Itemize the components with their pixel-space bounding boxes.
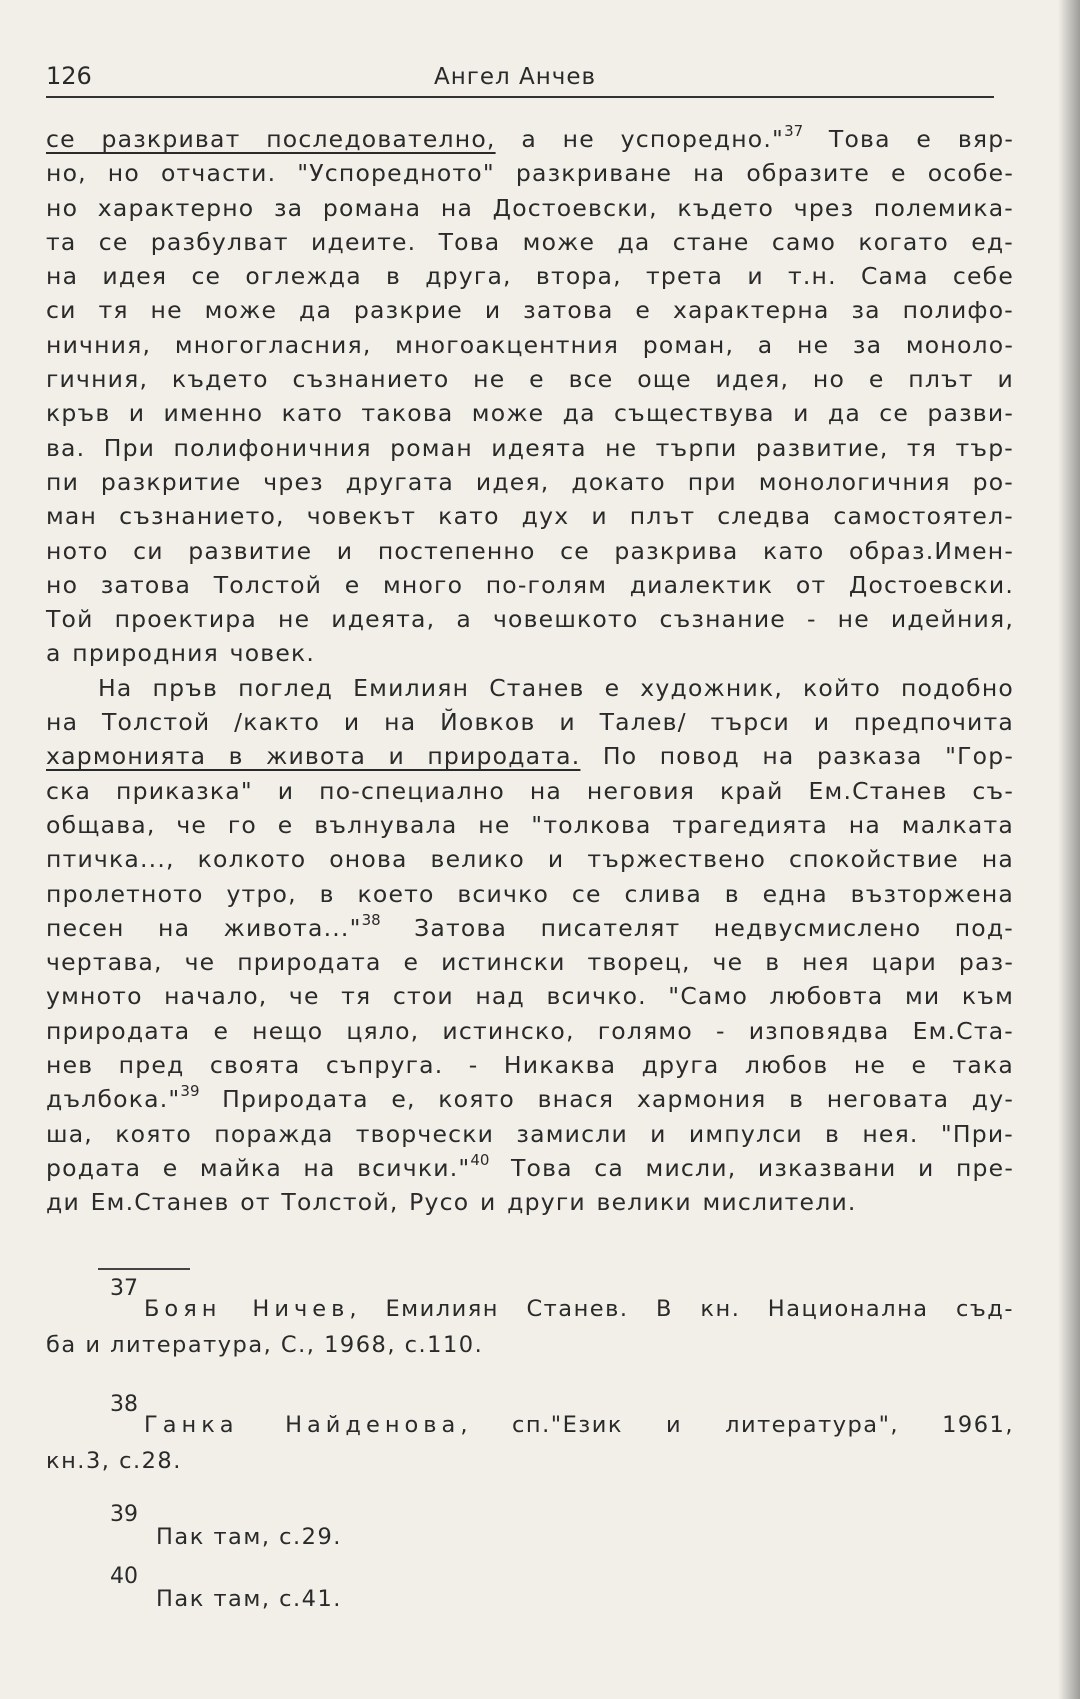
text-line: родата е майка на всички."$^{40}$ Това са мисли, изказвани и пре- [46, 1150, 1014, 1182]
paragraph-start-line: На пръв поглед Емилиян Станев е художник, който подобно [98, 673, 1014, 702]
text-line: ман съзнанието, човекът като дух и плът следва самостоятел- [46, 502, 1014, 531]
page-number: 126 [46, 62, 92, 90]
text-line: ска приказка" и по-специално на неговия край Ем.Станев съ- [46, 776, 1014, 805]
text-line: ва. При полифоничния роман идеята не търпи развитие, тя тър- [46, 433, 1014, 462]
text-line: та се разбулват идеите. Това може да стане само когато ед- [46, 227, 1014, 256]
page-header [46, 62, 994, 98]
footnote-number: 37 [110, 1276, 138, 1301]
main-text [46, 122, 1014, 1220]
text-line: си тя не може да разкрие и затова е характерна за полифо- [46, 296, 1014, 325]
text-line: Той проектира не идеята, а човешкото съзнание - не идейния, [46, 605, 1014, 634]
footnote-separator [98, 1268, 190, 1270]
footnote-ref-37: 37 [784, 122, 804, 140]
text-line: хармонията в живота и природата. По повод на разказа "Гор- [46, 742, 1014, 771]
footnote-number: 40 [110, 1564, 138, 1589]
footnote-author: Ганка Найденова [144, 1412, 461, 1438]
footnote-ref-38: 38 [361, 910, 381, 929]
text-line: кръв и именно като такова може да съществува и да се разви- [46, 399, 1014, 428]
book-page: 126 Ангел Анчев се разкриват последователно, а не успоредно."$^{37}$ Това е вяр- но, но отчасти. "Успоредното" разкриване на образите е особе- но характерно за романа на Достоевски, където чрез полемика- та се разбулват идеите. Това може да стане само когато ед- на идея се оглежда в друга, втора, трета и т.н. Сама себе си тя не може да разкрие и затова е характерна за полифо- ничния, многогласния, многоакцентния роман, а не за моноло- гичния, където съзнанието не е все още идея, но е плът и кръв и именно като такова може да съществува и да се разви- ва. При полифоничния роман идеята не търпи развитие, тя тър- пи разкритие чрез другата идея, докато при монологичния ро- ман съзнанието, човекът като дух и плът следва самостоятел- ното си развитие и постепенно се разкрива като образ.Имен- но затова Толстой е много по-голям диалектик от Достоевски. Той проектира не идеята, а човешкото съзнание - не идейния, а природния човек. На пръв поглед Емилиян Станев е художник, който подобно на Толстой /както и на Йовков и Талев/ търси и предпочита хармонията в живота и природата. По повод на разказа "Гор- ска приказка" и по-специално на неговия край Ем.Станев съ- общава, че го е вълнувала не "толкова трагедията на малката птичка..., колкото онова велико и тържествено спокойствие на пролетното утро, в което всичко се слива в една възторжена песен на живота..."$^{38}$ Затова писателят недвусмислено под- чертава, че природата е истински творец, че в нея цари раз- умното начало, че тя стои над всичко. "Само любовта ми към природата е нещо цяло, истинско, голямо - изповядва Ем.Ста- нев пред своята съпруга. - Никаква друга любов не е така дълбока."$^{39}$ Природата е, която внася хармония в неговата ду- ша, която поражда творчески замисли и импулси в нея. "При- родата е майка на всички."$^{40}$ Това са мисли, изказвани и пре- ди Ем.Станев от Толстой, Русо и други велики мислители. 37 Боян Ничев, Емилиян Станев. В кн. Национална съд- ба и литература, С., 1968, с.110. 38 Ганка Найденова, сп."Език и литература", 1961, кн.3, с.28. 39 Пак там, с.29. 40 Пак там, с.41. [0, 0, 1080, 1699]
text-line: умното начало, че тя стои над всичко. "Само любовта ми към [46, 982, 1014, 1011]
text-line: ничния, многогласния, многоакцентния роман, а не за моноло- [46, 330, 1014, 359]
page-edge-shadow [1058, 0, 1080, 1699]
text-line: пи разкритие чрез другата идея, докато при монологичния ро- [46, 467, 1014, 496]
text-line: природата е нещо цяло, истинско, голямо - изповядва Ем.Ста- [46, 1016, 1014, 1045]
text-line: ното си развитие и постепенно се разкрива като образ.Имен- [46, 536, 1014, 565]
text-line: общава, че го е вълнувала не "толкова трагедията на малката [46, 810, 1014, 839]
text-line: ди Ем.Станев от Толстой, Русо и други велики мислители. [46, 1188, 857, 1217]
footnote-number: 38 [110, 1392, 138, 1417]
text-line: на Толстой /както и на Йовков и Талев/ търси и предпочита [46, 708, 1014, 737]
text-line: чертава, че природата е истински творец, че в нея цари раз- [46, 948, 1014, 977]
text-line: ша, която поражда творчески замисли и импулси в нея. "При- [46, 1119, 1014, 1148]
text-line: птичка..., колкото онова велико и тържествено спокойствие на [46, 845, 1014, 874]
footnote-ref-40: 40 [470, 1150, 490, 1169]
footnote-author: Боян Ничев [144, 1296, 350, 1322]
text-line: гичния, където съзнанието не е все още идея, но е плът и [46, 365, 1014, 394]
text-line: песен на живота..."$^{38}$ Затова писателят недвусмислено под- [46, 910, 1014, 942]
running-title: Ангел Анчев [434, 64, 597, 90]
text-line: дълбока."$^{39}$ Природата е, която внася хармония в неговата ду- [46, 1082, 1014, 1114]
footnote-ref-39: 39 [180, 1082, 200, 1101]
footnote-number: 39 [110, 1502, 138, 1527]
text-line: на идея се оглежда в друга, втора, трета и т.н. Сама себе [46, 262, 1014, 291]
text-line: но характерно за романа на Достоевски, където чрез полемика- [46, 193, 1014, 222]
underlined-phrase: се разкриват последователно, [46, 125, 496, 153]
text-line: но затова Толстой е много по-голям диалектик от Достоевски. [46, 570, 1014, 599]
text-line: нев пред своята съпруга. - Никаква друга любов не е така [46, 1051, 1014, 1080]
text-line: но, но отчасти. "Успоредното" разкриване на образите е особе- [46, 159, 1014, 188]
text-line: а природния човек. [46, 639, 316, 668]
underlined-phrase: хармонията в живота и природата. [46, 742, 581, 771]
text-line: се разкриват последователно, а не успоредно."$^{37}$ Това е вяр- [46, 122, 1015, 153]
text-line: пролетното утро, в което всичко се слива в една възторжена [46, 879, 1014, 908]
